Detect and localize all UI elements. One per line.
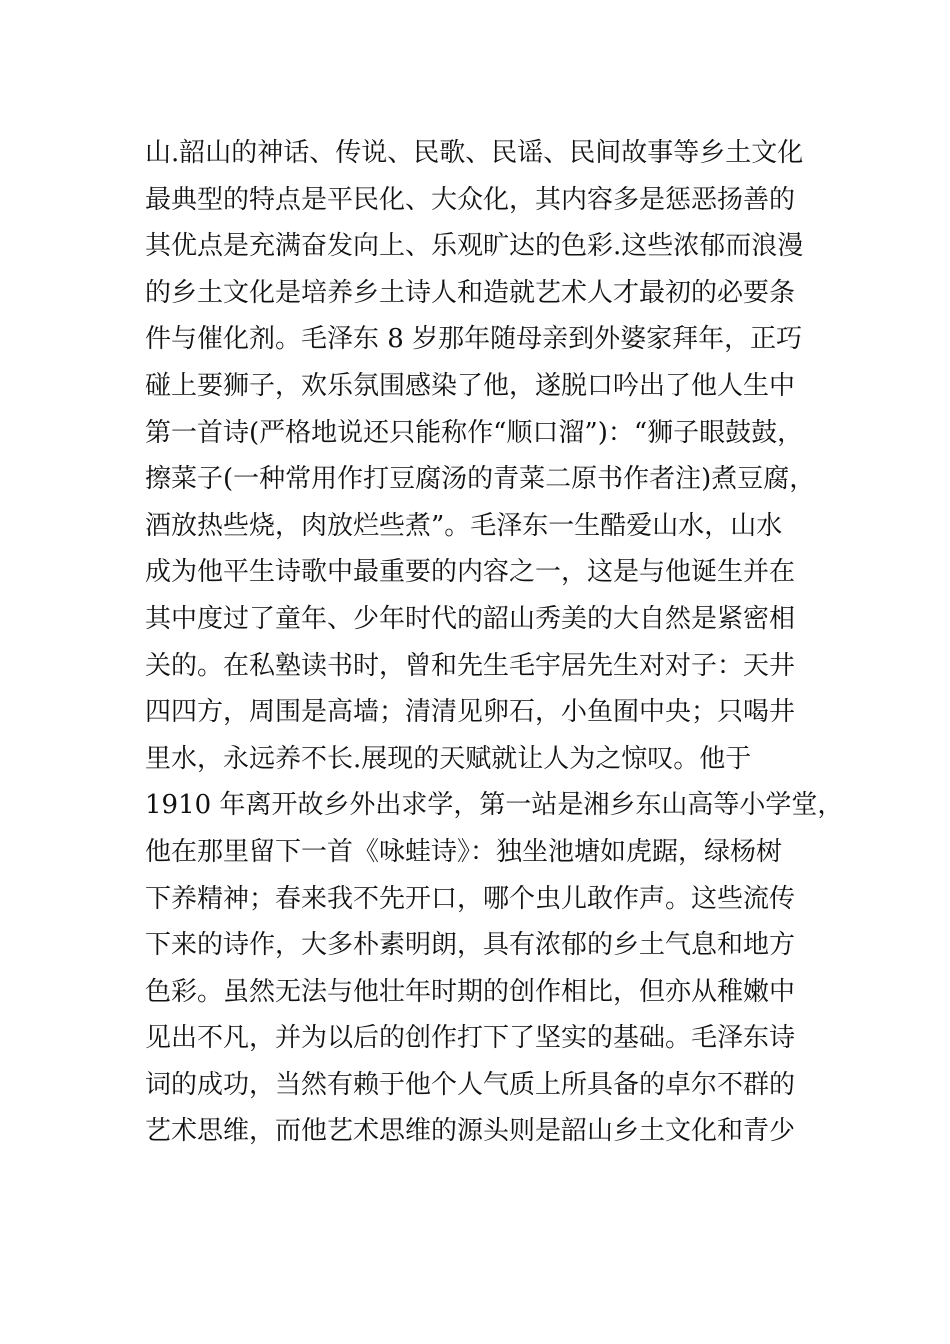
text-line: 酒放热些烧，肉放烂些煮”。毛泽东一生酷爱山水，山水	[145, 510, 783, 541]
text-line: 下来的诗作，大多朴素明朗，具有浓郁的乡土气息和地方	[145, 930, 796, 961]
text-line: 里水，永远养不长.展现的天赋就让人为之惊叹。他于	[145, 743, 752, 774]
text-line: 他在那里留下一首《咏蛙诗》：独坐池塘如虎踞，绿杨树	[145, 836, 783, 867]
text-line: 成为他平生诗歌中最重要的内容之一，这是与他诞生并在	[145, 557, 796, 588]
text-line: 四四方，周围是高墙；清清见卵石，小鱼囿中央；只喝井	[145, 697, 796, 728]
text-line: 其优点是充满奋发向上、乐观旷达的色彩.这些浓郁而浪漫	[145, 231, 804, 262]
text-line: 关的。在私塾读书时，曾和先生毛宇居先生对对子：天井	[145, 650, 796, 681]
text-line: 艺术思维，而他艺术思维的源头则是韶山乡土文化和青少	[145, 1116, 796, 1147]
text-line: 色彩。虽然无法与他壮年时期的创作相比，但亦从稚嫩中	[145, 976, 796, 1007]
body-text	[145, 130, 845, 1155]
text-line: 其中度过了童年、少年时代的韶山秀美的大自然是紧密相	[145, 603, 796, 634]
text-line: 第一首诗(严格地说还只能称作“顺口溜”)：“狮子眼鼓鼓，	[145, 417, 804, 448]
text-line: 擦菜子(一种常用作打豆腐汤的青菜二原书作者注)煮豆腐，	[145, 464, 816, 495]
text-line: 见出不凡，并为以后的创作打下了坚实的基础。毛泽东诗	[145, 1023, 796, 1054]
text-line: 1910 年离开故乡外出求学，第一站是湘乡东山高等小学堂，	[145, 790, 844, 821]
text-line: 下养精神；春来我不先开口，哪个虫儿敢作声。这些流传	[145, 883, 796, 914]
text-line: 词的成功，当然有赖于他个人气质上所具备的卓尔不群的	[145, 1069, 796, 1100]
text-line: 山.韶山的神话、传说、民歌、民谣、民间故事等乡土文化	[145, 138, 804, 168]
text-line: 最典型的特点是平民化、大众化，其内容多是惩恶扬善的	[145, 184, 796, 215]
text-line: 的乡土文化是培养乡土诗人和造就艺术人才最初的必要条	[145, 277, 796, 308]
text-line: 件与催化剂。毛泽东 8 岁那年随母亲到外婆家拜年，正巧	[145, 324, 803, 355]
text-line: 碰上要狮子，欢乐氛围感染了他，遂脱口吟出了他人生中	[145, 370, 796, 401]
